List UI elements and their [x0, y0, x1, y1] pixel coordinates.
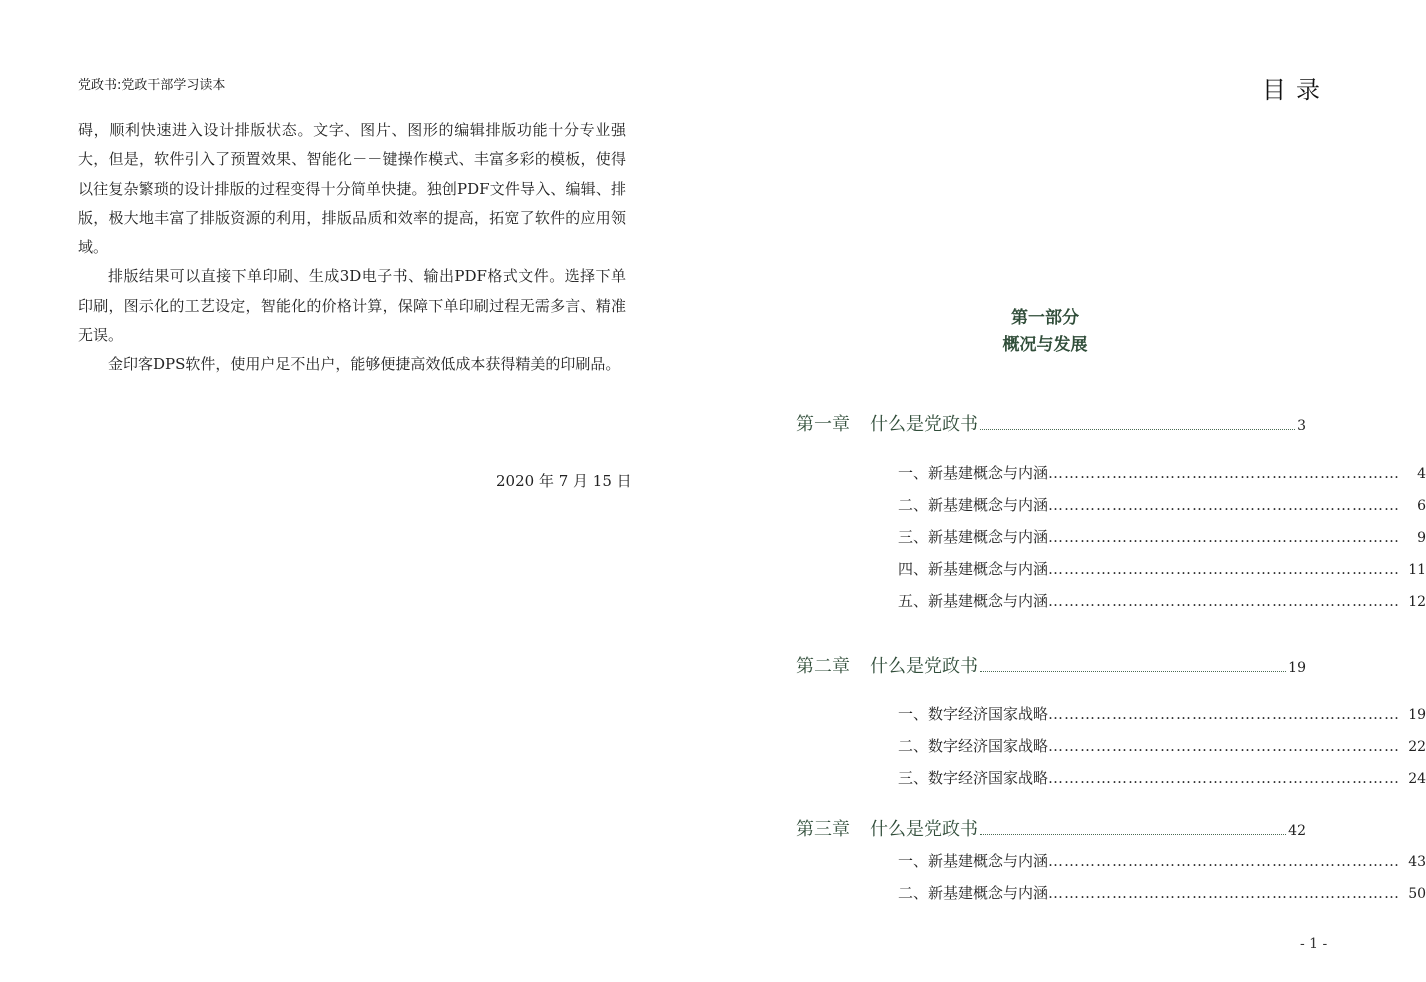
- section-title: 一、数字经济国家战略: [898, 705, 1049, 723]
- body-text: [78, 116, 626, 380]
- chapter-page-number: 3: [1297, 418, 1306, 434]
- section-title: 二、新基建概念与内涵: [898, 884, 1049, 902]
- dot-leader: …………………………………………………………: [1048, 496, 1401, 514]
- chapter-page-number: 42: [1288, 823, 1306, 839]
- section-page-number: 24: [1408, 771, 1426, 787]
- running-header: 党政书:党政干部学习读本: [78, 78, 226, 93]
- section-page-number: 9: [1417, 530, 1426, 546]
- section-title: 一、新基建概念与内涵: [898, 852, 1049, 870]
- section-page-number: 4: [1417, 466, 1426, 482]
- section-page-number: 12: [1408, 594, 1426, 610]
- toc-section-entry[interactable]: [898, 494, 1426, 515]
- section-title: 三、数字经济国家战略: [898, 769, 1049, 787]
- dot-leader: …………………………………………………………: [1048, 705, 1401, 723]
- toc-section-entry[interactable]: [898, 590, 1426, 611]
- toc-chapter-entry[interactable]: [796, 410, 1306, 436]
- paragraph: 排版结果可以直接下单印刷、生成3D电子书、输出PDF格式文件。选择下单印刷，图示化的工艺设定，智能化的价格计算，保障下单印刷过程无需多言、精准无误。: [78, 267, 626, 345]
- toc-chapter-entry[interactable]: [796, 815, 1306, 841]
- section-title: 二、新基建概念与内涵: [898, 496, 1049, 514]
- chapter-title: 什么是党政书: [870, 656, 978, 677]
- section-title: 五、新基建概念与内涵: [898, 592, 1049, 610]
- toc-section-entry[interactable]: [898, 735, 1426, 756]
- chapter-label: 第三章: [796, 819, 850, 840]
- part-subtitle: 概况与发展: [1002, 335, 1088, 355]
- dot-leader: …………………………………………………………: [1048, 560, 1401, 578]
- chapter-title: 什么是党政书: [870, 414, 978, 435]
- paragraph: 碍，顺利快速进入设计排版状态。文字、图片、图形的编辑排版功能十分专业强大，但是，软件引入了预置效果、智能化－－键操作模式、丰富多彩的模板，使得以往复杂繁琐的设计排版的过程变得十分简单快捷。独创PDF文件导入、编辑、排版，极大地丰富了排版资源的利用，排版品质和效率的提高，拓宽了软件的应用领域。: [78, 121, 626, 257]
- part-label: 第一部分: [1011, 308, 1079, 328]
- section-page-number: 43: [1408, 854, 1426, 870]
- dot-leader: …………………………………………………………: [1048, 769, 1401, 787]
- toc-section-entry[interactable]: [898, 703, 1426, 724]
- section-title: 三、新基建概念与内涵: [898, 528, 1049, 546]
- toc-section-entry[interactable]: [898, 850, 1426, 871]
- chapter-page-number: 19: [1288, 660, 1306, 676]
- section-title: 二、数字经济国家战略: [898, 737, 1049, 755]
- section-page-number: 11: [1408, 562, 1426, 578]
- page-number: - 1 -: [1300, 936, 1328, 952]
- dot-leader: …………………………………………………………: [1048, 852, 1401, 870]
- toc-title: 目录: [1262, 76, 1330, 104]
- date-signature: 2020 年 7 月 15 日: [496, 472, 632, 490]
- toc-section-entry[interactable]: [898, 882, 1426, 903]
- chapter-label: 第一章: [796, 414, 850, 435]
- toc-chapter-entry[interactable]: [796, 652, 1306, 678]
- dot-leader: [980, 834, 1286, 835]
- paragraph: 金印客DPS软件，使用户足不出户，能够便捷高效低成本获得精美的印刷品。: [108, 355, 621, 374]
- dot-leader: [980, 429, 1295, 430]
- section-title: 一、新基建概念与内涵: [898, 464, 1049, 482]
- section-page-number: 6: [1417, 498, 1426, 514]
- section-page-number: 19: [1408, 707, 1426, 723]
- section-page-number: 50: [1408, 886, 1426, 902]
- dot-leader: …………………………………………………………: [1048, 464, 1401, 482]
- dot-leader: …………………………………………………………: [1048, 884, 1401, 902]
- dot-leader: [980, 671, 1286, 672]
- toc-section-entry[interactable]: [898, 767, 1426, 788]
- dot-leader: …………………………………………………………: [1048, 592, 1401, 610]
- section-title: 四、新基建概念与内涵: [898, 560, 1049, 578]
- dot-leader: …………………………………………………………: [1048, 528, 1401, 546]
- chapter-title: 什么是党政书: [870, 819, 978, 840]
- dot-leader: …………………………………………………………: [1048, 737, 1401, 755]
- toc-section-entry[interactable]: [898, 558, 1426, 579]
- section-page-number: 22: [1408, 739, 1426, 755]
- toc-section-entry[interactable]: [898, 526, 1426, 547]
- toc-section-entry[interactable]: [898, 462, 1426, 483]
- chapter-label: 第二章: [796, 656, 850, 677]
